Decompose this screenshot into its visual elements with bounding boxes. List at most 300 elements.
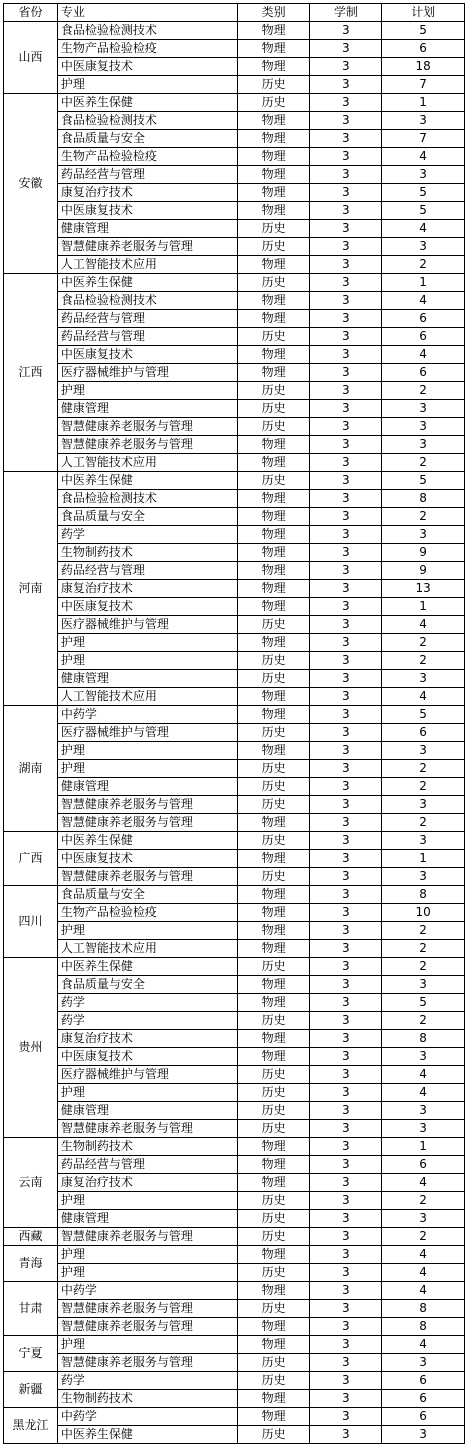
table-row: [4, 760, 465, 778]
cell-category: 物理: [237, 598, 310, 616]
cell-plan: 4: [382, 1084, 465, 1102]
table-row: [4, 904, 465, 922]
cell-plan: 4: [382, 688, 465, 706]
cell-years: 3: [310, 22, 382, 40]
cell-plan: 2: [382, 940, 465, 958]
enrollment-plan-table: [3, 3, 465, 1444]
header-row: [4, 4, 465, 22]
cell-years: 3: [310, 886, 382, 904]
cell-major: 生物制药技术: [57, 544, 237, 562]
cell-years: 3: [310, 472, 382, 490]
cell-major: 生物制药技术: [57, 1390, 237, 1408]
cell-major: 智慧健康养老服务与管理: [57, 1228, 237, 1246]
cell-category: 物理: [237, 22, 310, 40]
cell-plan: 3: [382, 1210, 465, 1228]
cell-years: 3: [310, 238, 382, 256]
table-row: [4, 1120, 465, 1138]
cell-category: 历史: [237, 1354, 310, 1372]
cell-plan: 8: [382, 886, 465, 904]
cell-plan: 3: [382, 1354, 465, 1372]
cell-category: 历史: [237, 1264, 310, 1282]
cell-category: 物理: [237, 508, 310, 526]
cell-years: 3: [310, 634, 382, 652]
cell-category: 历史: [237, 1426, 310, 1444]
cell-category: 物理: [237, 112, 310, 130]
cell-category: 物理: [237, 346, 310, 364]
cell-years: 3: [310, 1012, 382, 1030]
table-row: [4, 1102, 465, 1120]
table-row: [4, 1210, 465, 1228]
cell-plan: 1: [382, 274, 465, 292]
cell-major: 护理: [57, 652, 237, 670]
cell-category: 物理: [237, 850, 310, 868]
cell-major: 食品质量与安全: [57, 508, 237, 526]
cell-category: 物理: [237, 310, 310, 328]
cell-years: 3: [310, 994, 382, 1012]
cell-category: 历史: [237, 274, 310, 292]
cell-category: 历史: [237, 652, 310, 670]
table-row: [4, 1372, 465, 1390]
cell-category: 物理: [237, 634, 310, 652]
table-row: [4, 1192, 465, 1210]
table-row: [4, 418, 465, 436]
cell-category: 物理: [237, 454, 310, 472]
cell-category: 物理: [237, 1336, 310, 1354]
cell-major: 中医养生保健: [57, 472, 237, 490]
cell-plan: 3: [382, 418, 465, 436]
cell-category: 历史: [237, 220, 310, 238]
table-row: [4, 148, 465, 166]
cell-years: 3: [310, 670, 382, 688]
cell-category: 历史: [237, 796, 310, 814]
cell-category: 历史: [237, 832, 310, 850]
table-row: [4, 1426, 465, 1444]
cell-major: 药品经营与管理: [57, 562, 237, 580]
table-row: [4, 1282, 465, 1300]
cell-years: 3: [310, 130, 382, 148]
cell-plan: 13: [382, 580, 465, 598]
table-row: [4, 382, 465, 400]
cell-plan: 4: [382, 1174, 465, 1192]
table-row: [4, 490, 465, 508]
cell-years: 3: [310, 724, 382, 742]
cell-category: 历史: [237, 382, 310, 400]
cell-category: 物理: [237, 904, 310, 922]
cell-plan: 6: [382, 724, 465, 742]
cell-years: 3: [310, 832, 382, 850]
cell-plan: 4: [382, 616, 465, 634]
cell-major: 中药学: [57, 1408, 237, 1426]
table-row: [4, 454, 465, 472]
cell-major: 生物产品检验检疫: [57, 904, 237, 922]
cell-plan: 4: [382, 220, 465, 238]
cell-plan: 7: [382, 76, 465, 94]
cell-plan: 10: [382, 904, 465, 922]
cell-plan: 5: [382, 22, 465, 40]
cell-category: 历史: [237, 670, 310, 688]
table-row: [4, 814, 465, 832]
cell-category: 物理: [237, 1390, 310, 1408]
cell-plan: 2: [382, 454, 465, 472]
table-row: [4, 1156, 465, 1174]
cell-category: 物理: [237, 580, 310, 598]
table-row: [4, 1030, 465, 1048]
cell-category: 历史: [237, 616, 310, 634]
header-category: 类别: [237, 4, 310, 22]
cell-plan: 3: [382, 238, 465, 256]
cell-years: 3: [310, 1336, 382, 1354]
cell-plan: 5: [382, 184, 465, 202]
cell-years: 3: [310, 1246, 382, 1264]
table-row: [4, 706, 465, 724]
cell-category: 历史: [237, 1120, 310, 1138]
cell-years: 3: [310, 760, 382, 778]
cell-years: 3: [310, 706, 382, 724]
table-row: [4, 1354, 465, 1372]
cell-plan: 6: [382, 1372, 465, 1390]
cell-major: 药学: [57, 1372, 237, 1390]
cell-plan: 2: [382, 814, 465, 832]
table-row: [4, 508, 465, 526]
cell-years: 3: [310, 1030, 382, 1048]
table-row: [4, 220, 465, 238]
cell-plan: 4: [382, 1264, 465, 1282]
cell-years: 3: [310, 1192, 382, 1210]
cell-plan: 2: [382, 1012, 465, 1030]
cell-province: 贵州: [4, 958, 58, 1138]
cell-major: 中医养生保健: [57, 94, 237, 112]
table-row: [4, 1246, 465, 1264]
table-row: [4, 922, 465, 940]
table-row: [4, 310, 465, 328]
cell-major: 护理: [57, 76, 237, 94]
cell-plan: 4: [382, 1282, 465, 1300]
table-row: [4, 1174, 465, 1192]
cell-plan: 2: [382, 508, 465, 526]
cell-plan: 6: [382, 328, 465, 346]
cell-major: 康复治疗技术: [57, 1174, 237, 1192]
cell-major: 药品经营与管理: [57, 310, 237, 328]
cell-years: 3: [310, 850, 382, 868]
cell-years: 3: [310, 868, 382, 886]
table-row: [4, 166, 465, 184]
cell-years: 3: [310, 814, 382, 832]
cell-major: 护理: [57, 760, 237, 778]
cell-plan: 8: [382, 1318, 465, 1336]
cell-plan: 8: [382, 1300, 465, 1318]
cell-years: 3: [310, 580, 382, 598]
cell-plan: 2: [382, 922, 465, 940]
cell-years: 3: [310, 58, 382, 76]
table-row: [4, 580, 465, 598]
table-row: [4, 328, 465, 346]
cell-province: 西藏: [4, 1228, 58, 1246]
cell-years: 3: [310, 364, 382, 382]
cell-plan: 2: [382, 652, 465, 670]
cell-plan: 6: [382, 40, 465, 58]
cell-category: 物理: [237, 202, 310, 220]
cell-years: 3: [310, 526, 382, 544]
cell-major: 人工智能技术应用: [57, 688, 237, 706]
cell-category: 历史: [237, 472, 310, 490]
cell-major: 食品检验检测技术: [57, 292, 237, 310]
cell-years: 3: [310, 274, 382, 292]
cell-major: 健康管理: [57, 1210, 237, 1228]
cell-major: 人工智能技术应用: [57, 940, 237, 958]
cell-plan: 3: [382, 400, 465, 418]
cell-major: 智慧健康养老服务与管理: [57, 796, 237, 814]
cell-category: 物理: [237, 130, 310, 148]
header-province: 省份: [4, 4, 58, 22]
cell-years: 3: [310, 688, 382, 706]
table-row: [4, 850, 465, 868]
table-row: [4, 1300, 465, 1318]
cell-category: 物理: [237, 688, 310, 706]
table-row: [4, 364, 465, 382]
cell-category: 物理: [237, 166, 310, 184]
table-row: [4, 130, 465, 148]
cell-category: 物理: [237, 544, 310, 562]
cell-major: 中医康复技术: [57, 202, 237, 220]
cell-major: 智慧健康养老服务与管理: [57, 814, 237, 832]
cell-major: 中医养生保健: [57, 1426, 237, 1444]
cell-major: 中医康复技术: [57, 850, 237, 868]
cell-category: 历史: [237, 868, 310, 886]
cell-major: 药品经营与管理: [57, 328, 237, 346]
cell-plan: 8: [382, 490, 465, 508]
cell-major: 智慧健康养老服务与管理: [57, 1120, 237, 1138]
cell-major: 护理: [57, 1192, 237, 1210]
table-row: [4, 1048, 465, 1066]
cell-years: 3: [310, 544, 382, 562]
table-row: [4, 1336, 465, 1354]
cell-years: 3: [310, 76, 382, 94]
cell-years: 3: [310, 148, 382, 166]
cell-years: 3: [310, 382, 382, 400]
cell-major: 康复治疗技术: [57, 580, 237, 598]
cell-years: 3: [310, 490, 382, 508]
cell-years: 3: [310, 1228, 382, 1246]
cell-plan: 7: [382, 130, 465, 148]
table-row: [4, 256, 465, 274]
cell-major: 智慧健康养老服务与管理: [57, 868, 237, 886]
table-row: [4, 976, 465, 994]
cell-years: 3: [310, 256, 382, 274]
cell-major: 中医养生保健: [57, 274, 237, 292]
cell-plan: 6: [382, 1390, 465, 1408]
cell-major: 药学: [57, 526, 237, 544]
table-row: [4, 742, 465, 760]
cell-category: 历史: [237, 76, 310, 94]
cell-category: 物理: [237, 256, 310, 274]
cell-major: 中药学: [57, 706, 237, 724]
table-row: [4, 58, 465, 76]
cell-major: 食品检验检测技术: [57, 490, 237, 508]
cell-category: 历史: [237, 1210, 310, 1228]
cell-category: 历史: [237, 958, 310, 976]
cell-years: 3: [310, 1120, 382, 1138]
table-row: [4, 1066, 465, 1084]
table-row: [4, 1012, 465, 1030]
cell-category: 物理: [237, 58, 310, 76]
cell-category: 物理: [237, 940, 310, 958]
cell-major: 食品检验检测技术: [57, 112, 237, 130]
cell-category: 物理: [237, 364, 310, 382]
table-row: [4, 76, 465, 94]
cell-years: 3: [310, 1264, 382, 1282]
cell-category: 物理: [237, 706, 310, 724]
table-row: [4, 598, 465, 616]
cell-category: 历史: [237, 1102, 310, 1120]
cell-category: 历史: [237, 1300, 310, 1318]
cell-category: 历史: [237, 778, 310, 796]
cell-plan: 9: [382, 562, 465, 580]
table-row: [4, 724, 465, 742]
cell-plan: 3: [382, 1426, 465, 1444]
table-row: [4, 886, 465, 904]
cell-years: 3: [310, 904, 382, 922]
cell-major: 食品质量与安全: [57, 130, 237, 148]
cell-category: 物理: [237, 526, 310, 544]
cell-major: 护理: [57, 1084, 237, 1102]
cell-major: 康复治疗技术: [57, 184, 237, 202]
cell-years: 3: [310, 1372, 382, 1390]
table-row: [4, 778, 465, 796]
cell-major: 智慧健康养老服务与管理: [57, 1300, 237, 1318]
table-row: [4, 688, 465, 706]
cell-major: 生物产品检验检疫: [57, 40, 237, 58]
cell-plan: 2: [382, 760, 465, 778]
table-row: [4, 526, 465, 544]
cell-years: 3: [310, 346, 382, 364]
cell-major: 康复治疗技术: [57, 1030, 237, 1048]
cell-category: 物理: [237, 976, 310, 994]
cell-major: 医疗器械维护与管理: [57, 724, 237, 742]
table-row: [4, 832, 465, 850]
cell-major: 护理: [57, 634, 237, 652]
table-row: [4, 1264, 465, 1282]
cell-category: 历史: [237, 1066, 310, 1084]
cell-category: 历史: [237, 1372, 310, 1390]
cell-years: 3: [310, 1174, 382, 1192]
cell-plan: 18: [382, 58, 465, 76]
cell-major: 医疗器械维护与管理: [57, 616, 237, 634]
cell-category: 物理: [237, 148, 310, 166]
cell-plan: 6: [382, 364, 465, 382]
cell-province: 宁夏: [4, 1336, 58, 1372]
cell-years: 3: [310, 292, 382, 310]
table-row: [4, 868, 465, 886]
cell-plan: 5: [382, 202, 465, 220]
cell-category: 物理: [237, 994, 310, 1012]
cell-category: 物理: [237, 436, 310, 454]
cell-category: 物理: [237, 1174, 310, 1192]
cell-major: 智慧健康养老服务与管理: [57, 1354, 237, 1372]
table-row: [4, 346, 465, 364]
table-row: [4, 940, 465, 958]
cell-plan: 3: [382, 526, 465, 544]
cell-years: 3: [310, 1048, 382, 1066]
cell-years: 3: [310, 976, 382, 994]
cell-years: 3: [310, 1390, 382, 1408]
cell-major: 医疗器械维护与管理: [57, 364, 237, 382]
cell-plan: 3: [382, 832, 465, 850]
table-row: [4, 238, 465, 256]
table-row: [4, 670, 465, 688]
table-row: [4, 436, 465, 454]
cell-province: 甘肃: [4, 1282, 58, 1336]
cell-major: 中医养生保健: [57, 958, 237, 976]
cell-years: 3: [310, 562, 382, 580]
cell-plan: 3: [382, 670, 465, 688]
cell-years: 3: [310, 112, 382, 130]
cell-plan: 6: [382, 1156, 465, 1174]
cell-plan: 4: [382, 346, 465, 364]
cell-plan: 6: [382, 1408, 465, 1426]
cell-major: 生物制药技术: [57, 1138, 237, 1156]
cell-plan: 4: [382, 292, 465, 310]
cell-plan: 2: [382, 1192, 465, 1210]
cell-category: 物理: [237, 922, 310, 940]
cell-plan: 4: [382, 1066, 465, 1084]
cell-years: 3: [310, 616, 382, 634]
cell-plan: 3: [382, 112, 465, 130]
cell-plan: 2: [382, 1228, 465, 1246]
cell-plan: 9: [382, 544, 465, 562]
cell-years: 3: [310, 1156, 382, 1174]
cell-years: 3: [310, 1300, 382, 1318]
header-plan: 计划: [382, 4, 465, 22]
cell-category: 历史: [237, 238, 310, 256]
cell-years: 3: [310, 1084, 382, 1102]
cell-major: 健康管理: [57, 400, 237, 418]
cell-plan: 2: [382, 256, 465, 274]
cell-major: 护理: [57, 382, 237, 400]
cell-province: 青海: [4, 1246, 58, 1282]
cell-major: 健康管理: [57, 220, 237, 238]
cell-province: 江西: [4, 274, 58, 472]
cell-category: 历史: [237, 400, 310, 418]
cell-plan: 3: [382, 868, 465, 886]
cell-years: 3: [310, 598, 382, 616]
table-row: [4, 1228, 465, 1246]
cell-major: 药学: [57, 994, 237, 1012]
cell-category: 历史: [237, 1012, 310, 1030]
cell-major: 医疗器械维护与管理: [57, 1066, 237, 1084]
table-row: [4, 400, 465, 418]
table-row: [4, 1408, 465, 1426]
table-body: [4, 22, 465, 1444]
cell-province: 安徽: [4, 94, 58, 274]
cell-province: 四川: [4, 886, 58, 958]
cell-province: 云南: [4, 1138, 58, 1228]
cell-plan: 2: [382, 958, 465, 976]
cell-province: 黑龙江: [4, 1408, 58, 1444]
cell-years: 3: [310, 922, 382, 940]
table-row: [4, 958, 465, 976]
cell-major: 护理: [57, 922, 237, 940]
cell-category: 物理: [237, 814, 310, 832]
cell-years: 3: [310, 184, 382, 202]
cell-years: 3: [310, 508, 382, 526]
cell-category: 历史: [237, 760, 310, 778]
cell-category: 物理: [237, 1030, 310, 1048]
cell-major: 智慧健康养老服务与管理: [57, 436, 237, 454]
cell-category: 物理: [237, 1138, 310, 1156]
table-row: [4, 1084, 465, 1102]
cell-years: 3: [310, 1066, 382, 1084]
cell-category: 物理: [237, 184, 310, 202]
